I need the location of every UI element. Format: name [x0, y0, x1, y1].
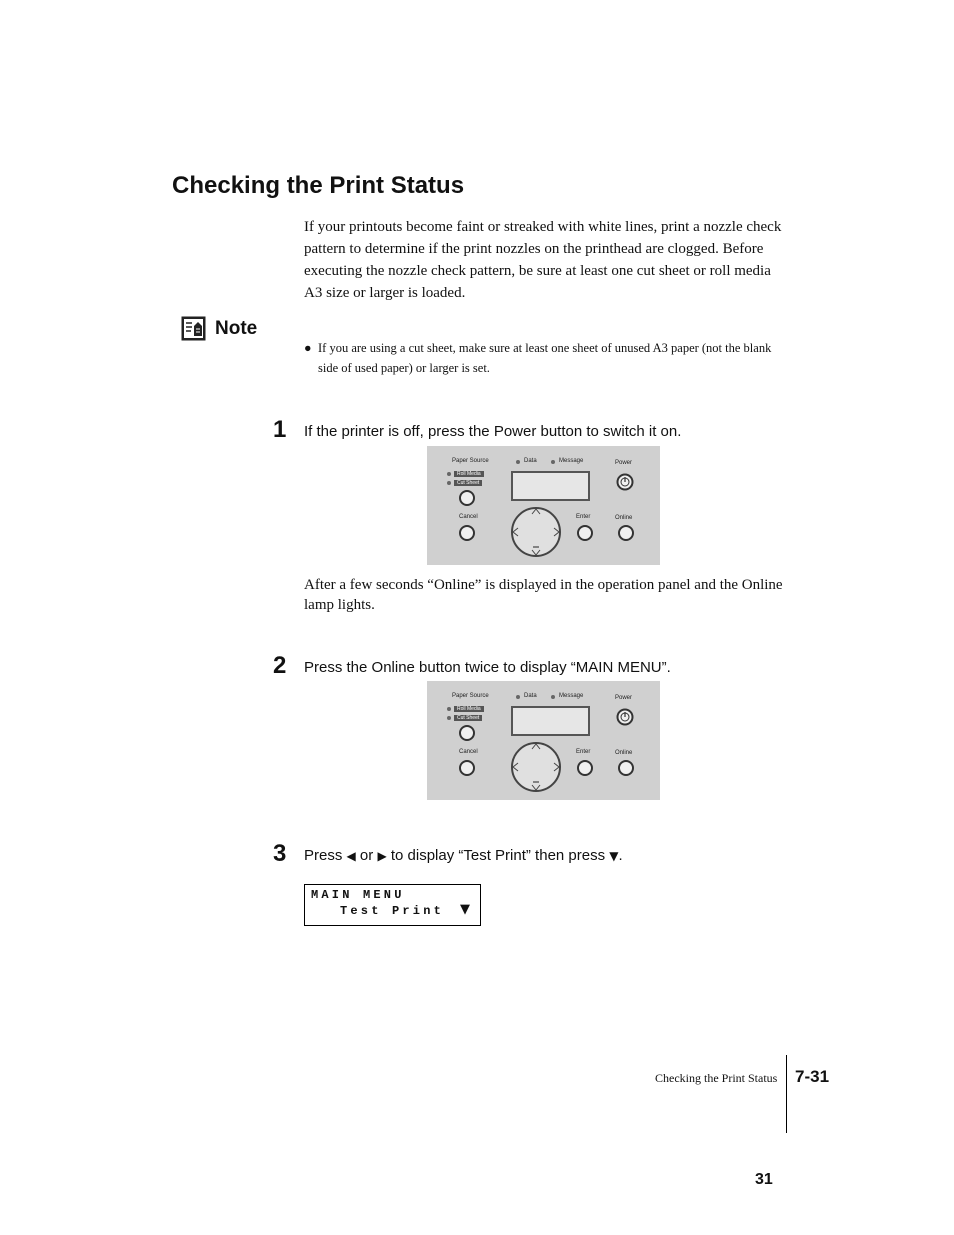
operation-panel-illustration-1 — [427, 446, 660, 565]
step-2-number: 2 — [273, 652, 287, 679]
roll-media-label: Roll Media — [454, 471, 484, 477]
step-1-result: After a few seconds “Online” is displayed in the operation panel and the Online lamp lights. — [304, 577, 783, 613]
panel-lcd — [511, 471, 590, 501]
arrow-pad-icon — [510, 506, 562, 558]
power-button-icon — [616, 473, 634, 491]
cancel-button — [459, 525, 475, 541]
intro-paragraph: If your printouts become faint or streaked with white lines, print a nozzle check pattern to determine if the print nozzles on the printhead are clogged. Before executing the nozzle check pattern, be sure at least one cut sheet or roll media A3 size or larger is loaded. — [304, 219, 782, 301]
lcd-line-1: MAIN MENU — [311, 888, 405, 902]
note-label: Note — [215, 317, 258, 339]
lcd-display — [304, 884, 481, 926]
roll-media-led — [447, 472, 451, 476]
data-label: Data — [524, 458, 537, 464]
data-label: Data — [524, 693, 537, 699]
step-3-text — [304, 847, 623, 864]
panel-lcd — [511, 706, 590, 736]
down-arrow-icon: ▼ — [609, 849, 619, 863]
step-3-text-part: or — [355, 847, 378, 864]
message-label: Message — [559, 693, 584, 699]
note-text: If you are using a cut sheet, make sure at least one sheet of unused A3 paper (not the blank side of used paper) or larger is set. — [318, 341, 772, 375]
note-item — [304, 338, 792, 378]
data-led — [516, 460, 520, 464]
online-label: Online — [615, 750, 633, 756]
step-3-number: 3 — [273, 840, 287, 867]
cut-sheet-label: Cut Sheet — [454, 715, 482, 721]
message-led — [551, 695, 555, 699]
message-led — [551, 460, 555, 464]
online-button — [618, 525, 634, 541]
enter-label: Enter — [576, 749, 591, 755]
enter-label: Enter — [576, 514, 591, 520]
roll-media-led — [447, 707, 451, 711]
step-3-text-part: to display “Test Print” then press — [386, 847, 610, 864]
right-arrow-icon: ▶ — [377, 849, 387, 863]
paper-source-label: Paper Source — [452, 693, 489, 699]
footer-page-code: 7-31 — [795, 1067, 830, 1086]
operation-panel-illustration-2 — [427, 681, 660, 800]
step-2-text: Press the Online button twice to display “MAIN MENU”. — [304, 659, 671, 676]
lcd-line-2: Test Print — [340, 904, 445, 918]
paper-source-label: Paper Source — [452, 458, 489, 464]
paper-source-button — [459, 490, 475, 506]
page-title: Checking the Print Status — [172, 172, 465, 199]
arrow-pad-icon — [510, 741, 562, 793]
enter-button — [577, 760, 593, 776]
power-button-icon — [616, 708, 634, 726]
down-arrow-icon: ▼ — [460, 902, 470, 917]
power-label: Power — [615, 695, 633, 701]
footer-divider — [786, 1055, 787, 1133]
cancel-button — [459, 760, 475, 776]
paper-source-button — [459, 725, 475, 741]
power-label: Power — [615, 460, 633, 466]
cut-sheet-led — [447, 481, 451, 485]
bullet-icon: ● — [304, 341, 312, 355]
left-arrow-icon: ◀ — [346, 849, 356, 863]
note-icon — [181, 316, 206, 341]
step-1-text: If the printer is off, press the Power button to switch it on. — [304, 423, 682, 440]
online-button — [618, 760, 634, 776]
roll-media-label: Roll Media — [454, 706, 484, 712]
cancel-label: Cancel — [459, 749, 478, 755]
step-3-text-part: Press — [304, 847, 347, 864]
note-heading — [181, 316, 257, 341]
step-1-number: 1 — [273, 416, 287, 443]
online-label: Online — [615, 515, 633, 521]
message-label: Message — [559, 458, 584, 464]
step-3-text-part: . — [618, 847, 623, 864]
cut-sheet-label: Cut Sheet — [454, 480, 482, 486]
footer-section-title: Checking the Print Status — [655, 1071, 778, 1085]
page-number: 31 — [755, 1171, 773, 1188]
cancel-label: Cancel — [459, 514, 478, 520]
data-led — [516, 695, 520, 699]
enter-button — [577, 525, 593, 541]
cut-sheet-led — [447, 716, 451, 720]
